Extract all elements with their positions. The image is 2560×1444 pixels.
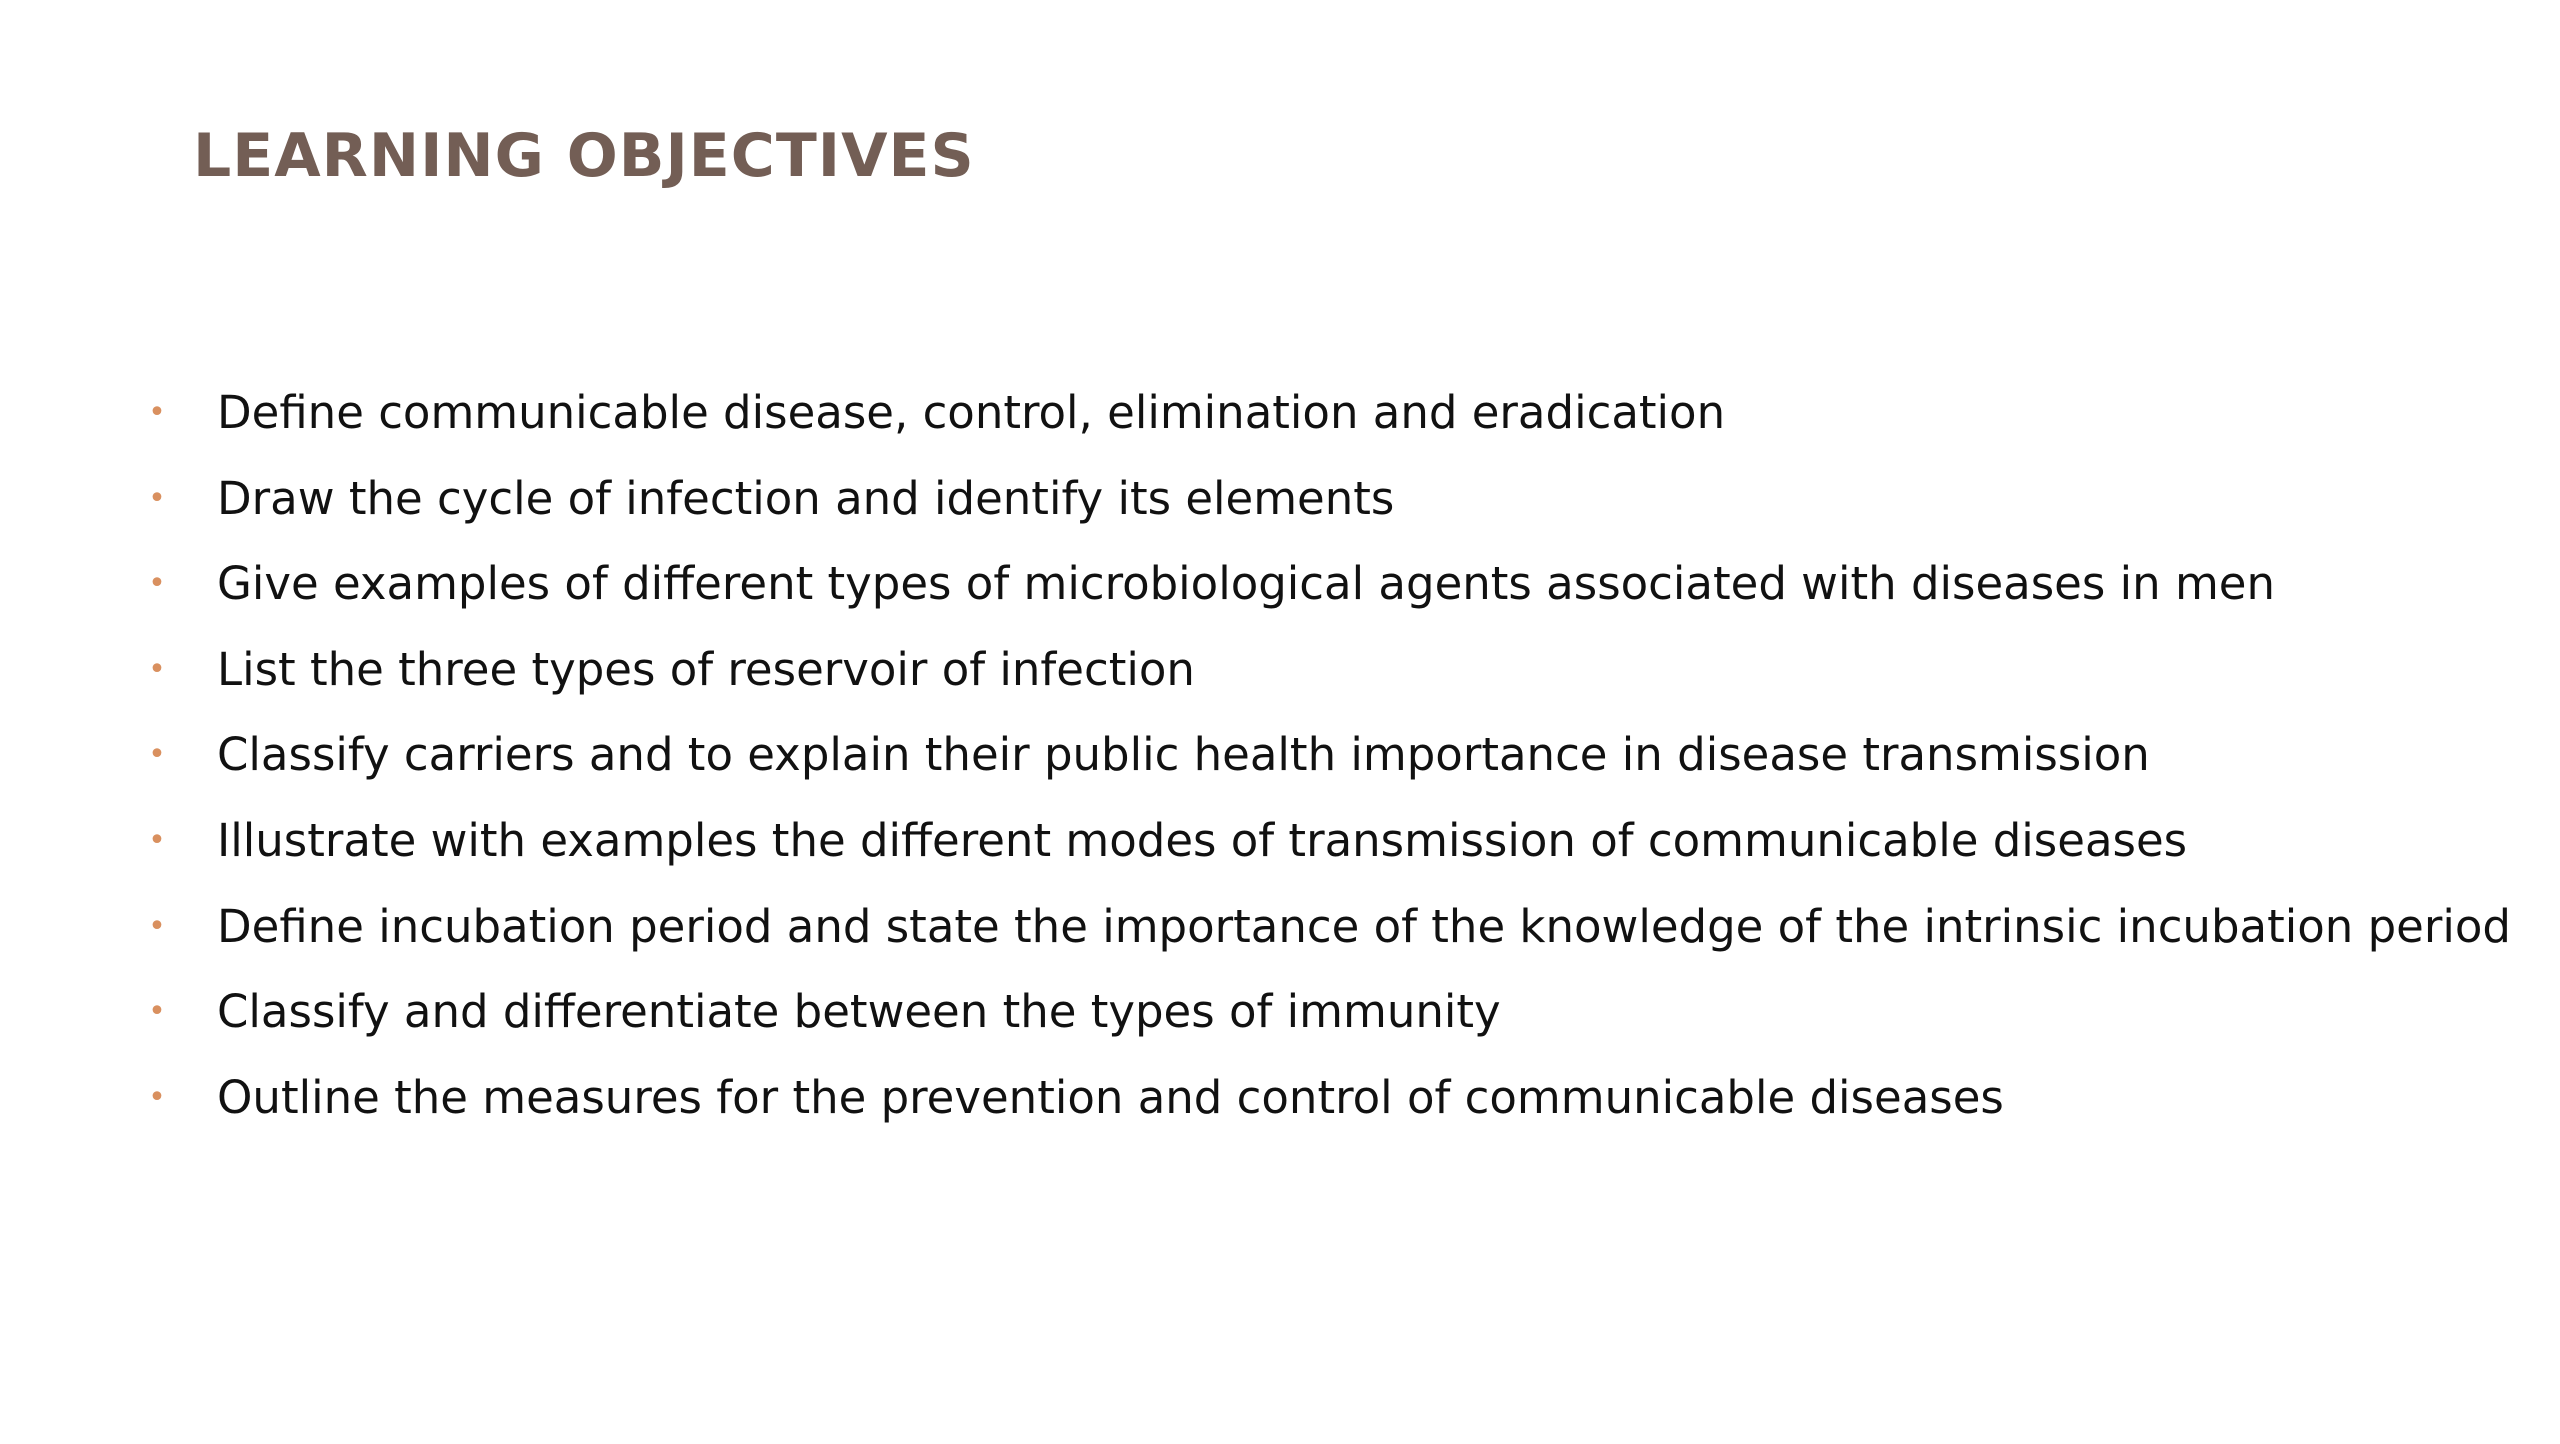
slide-title: LEARNING OBJECTIVES [193, 121, 975, 191]
list-item [135, 541, 2465, 627]
bullet-icon: • [148, 737, 166, 773]
objective-text: Draw the cycle of infection and identify its elements [217, 471, 1395, 525]
objective-text: Illustrate with examples the different modes of transmission of communicable diseases [217, 813, 2188, 867]
list-item [135, 627, 2465, 713]
bullet-icon: • [148, 651, 166, 687]
list-item [135, 884, 2560, 970]
bullet-icon: • [148, 395, 166, 430]
bullet-icon: • [148, 822, 166, 858]
objective-text: Classify and differentiate between the types of immunity [217, 985, 1501, 1039]
objective-text: Give examples of different types of microbiological agents associated with diseases in men [217, 557, 2275, 611]
objective-text: Define incubation period and state the importance of the knowledge of the intrinsic incubation period [217, 899, 2511, 953]
bullet-icon: • [148, 994, 166, 1030]
objective-text: Define communicable disease, control, elimination and eradication [217, 386, 1726, 439]
objective-text: List the three types of reservoir of infection [217, 642, 1195, 696]
list-item [135, 456, 2465, 542]
list-item [135, 798, 2465, 884]
objective-text: Outline the measures for the prevention and control of communicable diseases [217, 1070, 2004, 1124]
list-item [135, 969, 2465, 1055]
objective-text: Classify carriers and to explain their public health importance in disease transmission [217, 728, 2150, 782]
list-item [135, 370, 2465, 456]
bullet-icon: • [148, 480, 166, 516]
bullet-icon: • [148, 1079, 166, 1115]
objectives-list [135, 370, 2511, 1140]
bullet-icon: • [148, 566, 166, 602]
list-item [135, 1055, 2465, 1141]
list-item [135, 712, 2465, 798]
bullet-icon: • [148, 908, 166, 944]
